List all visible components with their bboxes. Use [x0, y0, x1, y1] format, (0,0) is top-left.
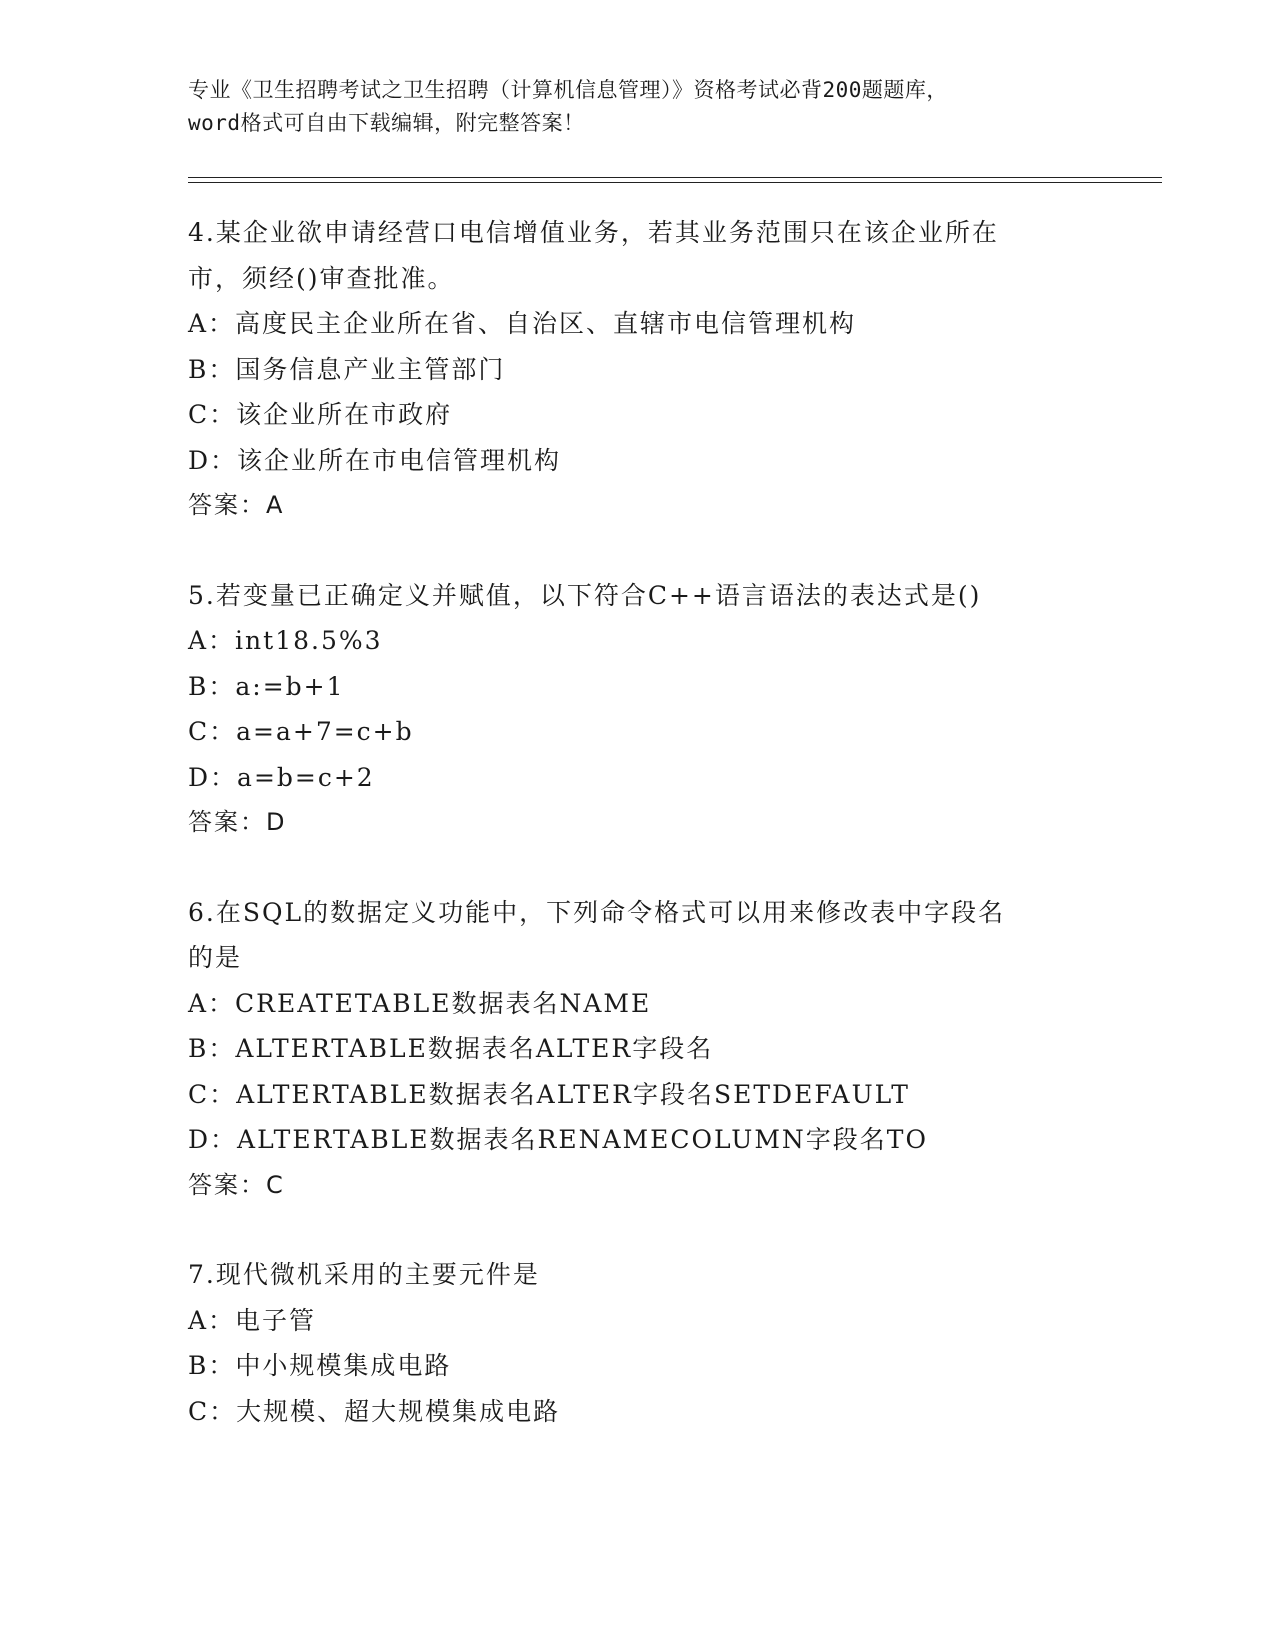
option-a: A：int18.5%3 [188, 626, 383, 655]
option-c: C：大规模、超大规模集成电路 [188, 1396, 561, 1426]
option-b: B：中小规模集成电路 [188, 1351, 452, 1380]
question-7 [188, 1252, 1088, 1434]
header-divider-top [188, 177, 1162, 178]
question-stem-line: 7.现代微机采用的主要元件是 [188, 1260, 540, 1289]
header-divider-bottom [188, 182, 1162, 183]
question-stem-line: 市，须经()审查批准。 [188, 263, 455, 293]
question-stem-line: 的是 [188, 943, 243, 972]
option-c: C：a=a+7=c+b [188, 717, 414, 746]
question-4 [188, 210, 1088, 529]
option-d: D：a=b=c+2 [188, 762, 375, 792]
option-d: D：ALTERTABLE数据表名RENAMECOLUMN字段名TO [188, 1125, 928, 1154]
answer-line: 答案：D [188, 808, 287, 836]
document-header [188, 74, 1088, 140]
option-c: C：该企业所在市政府 [188, 400, 453, 429]
option-a: A：电子管 [188, 1305, 317, 1335]
option-b: B：a:=b+1 [188, 671, 345, 701]
question-stem-line: 6.在SQL的数据定义功能中，下列命令格式可以用来修改表中字段名 [188, 897, 1006, 927]
option-d: D：该企业所在市电信管理机构 [188, 445, 562, 475]
question-6 [188, 890, 1088, 1209]
option-a: A：CREATETABLE数据表名NAME [188, 988, 652, 1018]
option-a: A：高度民主企业所在省、自治区、直辖市电信管理机构 [188, 309, 857, 338]
option-c: C：ALTERTABLE数据表名ALTER字段名SETDEFAULT [188, 1079, 910, 1109]
option-b: B：ALTERTABLE数据表名ALTER字段名 [188, 1034, 714, 1063]
header-line-1: 专业《卫生招聘考试之卫生招聘（计算机信息管理）》资格考试必背200题题库， [188, 78, 948, 102]
answer-line: 答案：C [188, 1170, 285, 1199]
option-b: B：国务信息产业主管部门 [188, 354, 506, 384]
header-line-2: word格式可自由下载编辑，附完整答案！ [188, 111, 585, 135]
question-list [188, 210, 1088, 1478]
answer-line: 答案：A [188, 491, 285, 519]
question-stem-line: 4.某企业欲申请经营口电信增值业务，若其业务范围只在该企业所在 [188, 218, 999, 247]
question-5 [188, 573, 1088, 846]
question-stem-line: 5.若变量已正确定义并赋值，以下符合C++语言语法的表达式是() [188, 580, 982, 610]
